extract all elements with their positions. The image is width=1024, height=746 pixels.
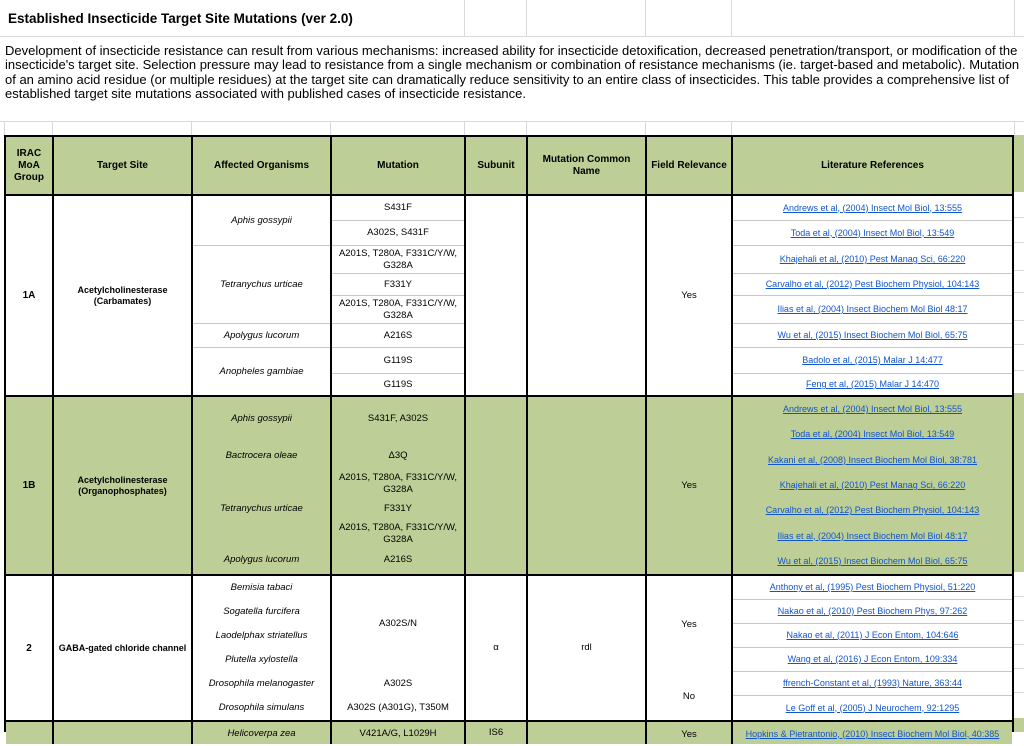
mutation-value-label: A201S, T280A, F331C/Y/W, G328A bbox=[338, 248, 458, 271]
title-row bbox=[0, 0, 1024, 37]
subunit-cell bbox=[464, 397, 526, 574]
organism-name bbox=[193, 471, 330, 546]
reference-link[interactable]: Andrews et al, (2004) Insect Mol Biol, 13:555 bbox=[782, 202, 963, 213]
grid-line bbox=[4, 122, 5, 135]
common-name-cell bbox=[526, 397, 645, 574]
column-header-label: Affected Organisms bbox=[213, 159, 310, 171]
mutation-value-label: A302S bbox=[383, 678, 413, 690]
reference-link[interactable]: Nakao et al, (2011) J Econ Entom, 104:646 bbox=[786, 630, 959, 640]
mutation-value-label: A302S (A301G), T350M bbox=[347, 702, 449, 714]
reference-slot bbox=[733, 523, 1012, 548]
organism-name-label: Tetranychus urticae bbox=[220, 502, 303, 514]
grid-line bbox=[645, 0, 646, 37]
common-name-label: rdl bbox=[581, 642, 592, 654]
reference-link[interactable]: Toda et al, (2004) Insect Mol Biol, 13:549 bbox=[790, 227, 955, 238]
organism-name-label: Drosophila simulans bbox=[218, 702, 305, 714]
organism-name-label: Bactrocera oleae bbox=[225, 449, 298, 461]
subunit-cell bbox=[464, 576, 526, 720]
mutation-value-label: G119S bbox=[383, 378, 413, 390]
reference-link[interactable]: Nakao et al, (2010) Pest Biochem Phys, 97:262 bbox=[777, 606, 968, 616]
reference-link[interactable]: Khajehali et al, (2010) Pest Manag Sci, 66:220 bbox=[779, 479, 966, 490]
field-relevance-value bbox=[647, 576, 731, 672]
target-site-label: Acetylcholinesterase (Organophosphates) bbox=[77, 474, 168, 496]
table-section bbox=[6, 574, 1012, 720]
subunit-label: α bbox=[493, 642, 499, 654]
column-header-label: Mutation Common Name bbox=[542, 153, 631, 177]
organisms-cell bbox=[191, 722, 330, 744]
subunit-label: IS6 bbox=[488, 727, 504, 739]
description-row bbox=[0, 37, 1024, 122]
reference-slot bbox=[733, 722, 1012, 746]
subunit-cell bbox=[464, 196, 526, 395]
grid-line bbox=[1014, 620, 1024, 621]
field-relevance-value-label: Yes bbox=[681, 480, 697, 491]
sliver-strip bbox=[1014, 718, 1024, 732]
organism-name bbox=[193, 546, 330, 574]
mutation-value-label: G119S bbox=[383, 354, 413, 366]
reference-slot bbox=[733, 473, 1012, 498]
reference-link[interactable]: Andrews et al, (2004) Insect Mol Biol, 13:555 bbox=[782, 404, 963, 415]
target-site-cell bbox=[52, 196, 191, 395]
mutation-value-label: S431F, A302S bbox=[367, 412, 429, 424]
grid-line bbox=[191, 122, 192, 135]
organism-name-label: Sogatella furcifera bbox=[223, 606, 300, 618]
mutation-value bbox=[332, 521, 464, 546]
organism-name-label: Laodelphax striatellus bbox=[215, 630, 308, 642]
mutation-value bbox=[332, 672, 464, 696]
reference-link[interactable]: Anthony et al, (1995) Pest Biochem Physiol, 51:220 bbox=[769, 582, 976, 592]
organism-name bbox=[193, 672, 330, 696]
column-header-4 bbox=[464, 137, 526, 194]
column-header-5 bbox=[526, 137, 645, 194]
organism-name-label: Plutella xylostella bbox=[225, 654, 298, 666]
grid-line bbox=[464, 0, 465, 37]
reference-link[interactable]: Hopkins & Pietrantonio, (2010) Insect Biochem Mol Biol, 40:385 bbox=[745, 728, 1000, 739]
column-header-label: IRAC MoA Group bbox=[14, 147, 44, 183]
organism-name bbox=[193, 397, 330, 440]
reference-slot bbox=[733, 600, 1012, 624]
column-header-label: Field Relevance bbox=[651, 159, 727, 171]
organism-name-label: Aphis gossypii bbox=[231, 214, 292, 226]
organism-name bbox=[193, 600, 330, 624]
reference-slot bbox=[733, 324, 1012, 348]
mutation-value-label: A201S, T280A, F331C/Y/W, G328A bbox=[338, 472, 458, 495]
reference-slot bbox=[733, 696, 1012, 720]
sliver-strip bbox=[1014, 135, 1024, 192]
field-relevance-value-label: Yes bbox=[681, 618, 697, 630]
moa-group-cell bbox=[6, 397, 52, 574]
target-site-label: Acetylcholinesterase (Carbamates) bbox=[77, 284, 168, 306]
reference-slot bbox=[733, 624, 1012, 648]
mutations-table bbox=[4, 135, 1014, 740]
mutation-value-label: F331Y bbox=[384, 502, 412, 514]
grid-line bbox=[1014, 596, 1024, 597]
organism-name bbox=[193, 196, 330, 246]
organism-name-label: Drosophila melanogaster bbox=[208, 678, 315, 690]
organism-name-label: Helicoverpa zea bbox=[227, 728, 296, 740]
moa-group-label: 1A bbox=[22, 290, 36, 301]
organism-name bbox=[193, 440, 330, 471]
reference-slot bbox=[733, 549, 1012, 574]
mutation-value bbox=[332, 722, 464, 746]
mutation-value bbox=[332, 397, 464, 440]
sliver-strip bbox=[1014, 572, 1024, 718]
grid-line bbox=[645, 122, 646, 135]
reference-link[interactable]: Khajehali et al, (2010) Pest Manag Sci, 66:220 bbox=[779, 254, 966, 264]
organism-name bbox=[193, 246, 330, 324]
grid-line bbox=[731, 122, 732, 135]
organism-name bbox=[193, 576, 330, 600]
common-name-cell bbox=[526, 196, 645, 395]
column-header-label: Subunit bbox=[477, 159, 515, 171]
moa-group-cell bbox=[6, 722, 52, 744]
grid-line bbox=[52, 122, 53, 135]
reference-slot bbox=[733, 397, 1012, 422]
mutation-value bbox=[332, 496, 464, 521]
column-header-2 bbox=[191, 137, 330, 194]
references-cell bbox=[731, 397, 1012, 574]
reference-link[interactable]: Carvalho et al, (2012) Pest Biochem Physiol, 104:143 bbox=[765, 505, 980, 516]
field-relevance-cell bbox=[645, 196, 731, 395]
header-row bbox=[6, 137, 1012, 194]
column-header-6 bbox=[645, 137, 731, 194]
organism-name-label: Aphis gossypii bbox=[231, 412, 292, 424]
mutation-value-label: V421A/G, L1029H bbox=[359, 728, 437, 740]
organism-name-label: Anopheles gambiae bbox=[219, 365, 304, 377]
reference-link[interactable]: Wu et al, (2015) Insect Biochem Mol Biol, 65:75 bbox=[777, 555, 968, 566]
reference-link[interactable]: Toda et al, (2004) Insect Mol Biol, 13:549 bbox=[790, 429, 955, 440]
reference-slot bbox=[733, 221, 1012, 246]
organism-name bbox=[193, 696, 330, 720]
reference-slot bbox=[733, 246, 1012, 274]
organisms-cell bbox=[191, 196, 330, 395]
field-relevance-value-label: No bbox=[682, 690, 696, 702]
reference-slot bbox=[733, 374, 1012, 395]
table-section bbox=[6, 720, 1012, 744]
organism-name bbox=[193, 722, 330, 746]
grid-line bbox=[1014, 270, 1024, 271]
mutation-value-label: S431F bbox=[384, 202, 412, 214]
mutation-value-label: A216S bbox=[383, 554, 413, 566]
mutation-value-label: A302S/N bbox=[378, 618, 418, 630]
mutation-value bbox=[332, 246, 464, 274]
field-relevance-cell bbox=[645, 722, 731, 744]
target-site-cell bbox=[52, 576, 191, 720]
mutation-value bbox=[332, 471, 464, 496]
common-name-cell bbox=[526, 576, 645, 720]
description-text: Development of insecticide resistance can result from various mechanisms: increased ability for insecticide detoxification, decreased penetration/transport, or modification of the insecticide's target site. Selection pressure may lead to resistance from a single mechanism or combination of resistance mechanisms (ie. target-based and metabolic). Mutation of an amino acid residue (or multiple residues) at the target site can dramatically reduce sensitivity to an entire class of insecticides. This table provides a comprehensive list of established target site mutations associated with published cases of insecticide resistance. bbox=[5, 43, 1020, 101]
mutation-value bbox=[332, 546, 464, 574]
reference-slot bbox=[733, 498, 1012, 523]
field-relevance-cell bbox=[645, 576, 731, 720]
field-relevance-value-label: Yes bbox=[681, 290, 697, 301]
column-header-label: Mutation bbox=[377, 159, 419, 171]
reference-link[interactable]: Wu et al, (2015) Insect Biochem Mol Biol, 65:75 bbox=[777, 330, 968, 340]
mutation-value bbox=[332, 576, 464, 672]
mutation-value-label: A201S, T280A, F331C/Y/W, G328A bbox=[338, 522, 458, 545]
mutation-value bbox=[332, 440, 464, 471]
mutation-value-label: Δ3Q bbox=[388, 449, 408, 461]
reference-slot bbox=[733, 672, 1012, 696]
mutation-value-label: A302S, S431F bbox=[367, 227, 429, 239]
mutation-value bbox=[332, 274, 464, 296]
mutation-value bbox=[332, 196, 464, 221]
grid-line bbox=[1014, 242, 1024, 243]
grid-line bbox=[1014, 370, 1024, 371]
column-header-7 bbox=[731, 137, 1012, 194]
reference-slot bbox=[733, 576, 1012, 600]
column-header-0 bbox=[6, 137, 52, 194]
grid-line bbox=[1014, 292, 1024, 293]
field-relevance-value bbox=[647, 196, 731, 395]
grid-line bbox=[1014, 0, 1015, 37]
grid-line bbox=[731, 0, 732, 37]
reference-link[interactable]: Ilias et al, (2004) Insect Biochem Mol Biol 48:17 bbox=[777, 530, 968, 541]
organisms-cell bbox=[191, 576, 330, 720]
organism-name bbox=[193, 648, 330, 672]
table-section bbox=[6, 395, 1012, 574]
mutation-cell bbox=[330, 722, 464, 744]
mutation-value bbox=[332, 296, 464, 324]
grid-line bbox=[1014, 644, 1024, 645]
organisms-cell bbox=[191, 397, 330, 574]
mutation-value bbox=[332, 221, 464, 246]
mutation-value bbox=[332, 348, 464, 374]
reference-link[interactable]: ffrench-Constant et al, (1993) Nature, 363:44 bbox=[783, 678, 962, 688]
reference-link[interactable]: Feng et al, (2015) Malar J 14:470 bbox=[805, 379, 940, 389]
reference-slot bbox=[733, 422, 1012, 447]
organism-name-label: Apolygus lucorum bbox=[223, 329, 300, 341]
grid-line bbox=[464, 122, 465, 135]
reference-slot bbox=[733, 196, 1012, 221]
subunit-cell bbox=[464, 722, 526, 744]
organism-name-label: Bemisia tabaci bbox=[230, 582, 293, 594]
organism-name-label: Apolygus lucorum bbox=[223, 554, 300, 566]
mutation-cell bbox=[330, 576, 464, 720]
reference-slot bbox=[733, 648, 1012, 672]
reference-link[interactable]: Wang et al, (2016) J Econ Entom, 109:334 bbox=[787, 654, 958, 664]
reference-slot bbox=[733, 296, 1012, 324]
mutation-value-label: A201S, T280A, F331C/Y/W, G328A bbox=[338, 298, 458, 321]
target-site-cell bbox=[52, 397, 191, 574]
organism-name-label: Tetranychus urticae bbox=[220, 278, 303, 290]
grid-line bbox=[526, 0, 527, 37]
grid-line bbox=[1014, 692, 1024, 693]
reference-link[interactable]: Le Goff et al, (2005) J Neurochem, 92:1295 bbox=[785, 702, 960, 713]
moa-group-cell bbox=[6, 576, 52, 720]
common-name-cell bbox=[526, 722, 645, 744]
field-relevance-value bbox=[647, 672, 731, 720]
mutation-value-label: F331Y bbox=[384, 278, 412, 290]
mutation-value bbox=[332, 324, 464, 348]
sliver-strip bbox=[1014, 192, 1024, 393]
organism-name bbox=[193, 624, 330, 648]
target-site-label: GABA-gated chloride channel bbox=[58, 642, 187, 653]
field-relevance-cell bbox=[645, 397, 731, 574]
reference-link[interactable]: Carvalho et al, (2012) Pest Biochem Physiol, 104:143 bbox=[765, 279, 980, 289]
page-title: Established Insecticide Target Site Mutations (ver 2.0) bbox=[8, 10, 353, 26]
field-relevance-value bbox=[647, 722, 731, 746]
organism-name bbox=[193, 348, 330, 395]
field-relevance-value bbox=[647, 397, 731, 574]
table-section bbox=[6, 194, 1012, 395]
organism-name bbox=[193, 324, 330, 348]
grid-line bbox=[1014, 344, 1024, 345]
mutation-cell bbox=[330, 397, 464, 574]
mutation-cell bbox=[330, 196, 464, 395]
sliver-strip bbox=[1014, 393, 1024, 572]
mutation-value bbox=[332, 696, 464, 720]
references-cell bbox=[731, 196, 1012, 395]
mutation-value-label: A216S bbox=[383, 329, 413, 341]
field-relevance-value-label: Yes bbox=[681, 728, 697, 740]
column-header-3 bbox=[330, 137, 464, 194]
reference-slot bbox=[733, 274, 1012, 296]
grid-line bbox=[1014, 320, 1024, 321]
reference-link[interactable]: Ilias et al, (2004) Insect Biochem Mol Biol 48:17 bbox=[777, 304, 968, 314]
grid-line bbox=[526, 122, 527, 135]
grid-line bbox=[330, 122, 331, 135]
moa-group-cell bbox=[6, 196, 52, 395]
column-header-label: Literature References bbox=[821, 159, 924, 171]
mutation-value bbox=[332, 374, 464, 395]
reference-link[interactable]: Kakani et al, (2008) Insect Biochem Mol Biol, 38:781 bbox=[767, 454, 978, 465]
reference-link[interactable]: Badolo et al, (2015) Malar J 14:477 bbox=[802, 355, 943, 365]
column-header-1 bbox=[52, 137, 191, 194]
grid-line bbox=[1014, 668, 1024, 669]
references-cell bbox=[731, 722, 1012, 744]
grid-line bbox=[1014, 122, 1015, 135]
target-site-cell bbox=[52, 722, 191, 744]
column-header-label: Target Site bbox=[97, 159, 148, 171]
moa-group-label: 1B bbox=[22, 480, 36, 491]
grid-line bbox=[1014, 217, 1024, 218]
moa-group-label: 2 bbox=[26, 642, 32, 654]
reference-slot bbox=[733, 448, 1012, 473]
references-cell bbox=[731, 576, 1012, 720]
reference-slot bbox=[733, 348, 1012, 374]
